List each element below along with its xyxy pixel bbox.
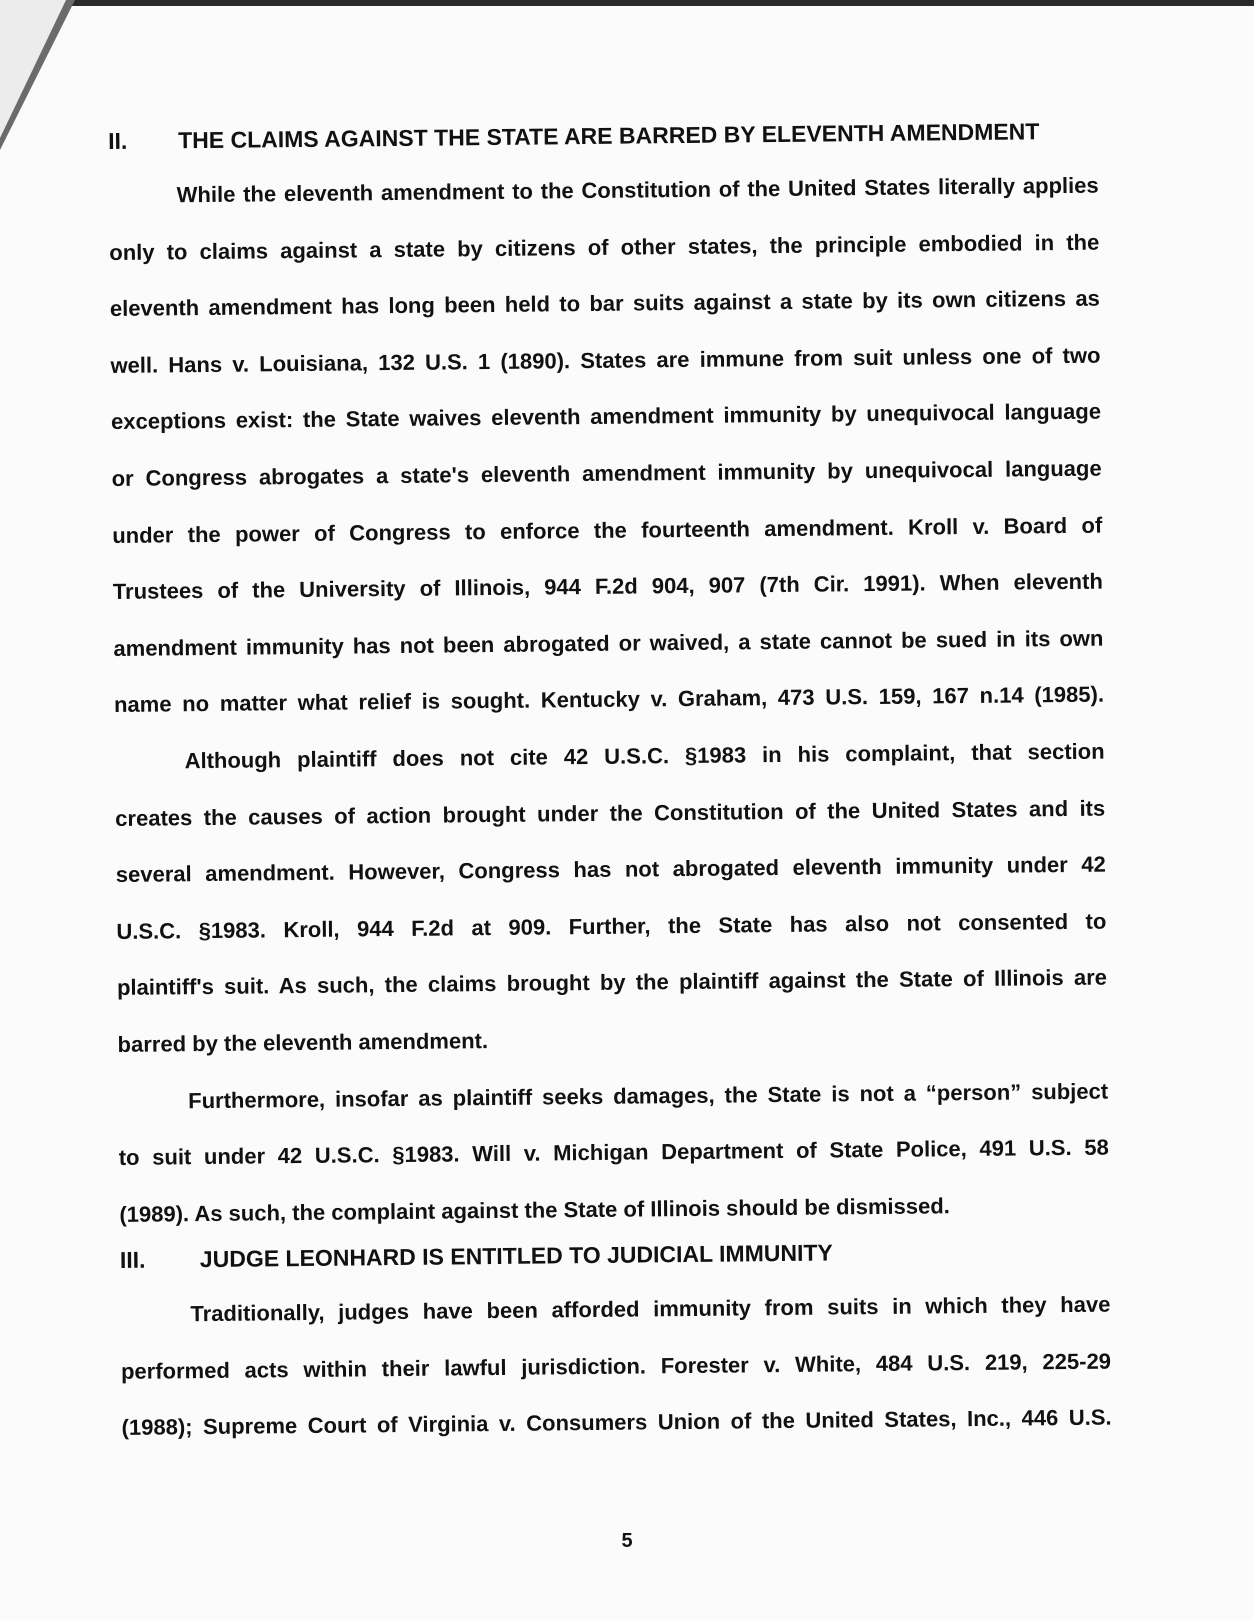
paragraph-line: several amendment. However, Congress has not abrogated eleventh immunity under 42 [115,851,1106,888]
paragraph-line: only to claims against a state by citizens of other states, the principle embodied in the [109,229,1100,265]
paragraph-line: (1989). As such, the complaint against the State of Illinois should be dismissed. [119,1192,950,1227]
section-two-number: II. [108,127,128,154]
paragraph-line: Trustees of the University of Illinois, 944 F.2d 904, 907 (7th Cir. 1991). When eleventh [112,568,1103,605]
paragraph-line: (1988); Supreme Court of Virginia v. Consumers Union of the United States, Inc., 446 U.S. [121,1405,1112,1441]
paragraph-line: While the eleventh amendment to the Constitution of the United States literally applies [176,172,1099,208]
section-three-number: III. [119,1246,146,1274]
page-number: 5 [621,1530,633,1552]
paragraph-line: under the power of Congress to enforce the fourteenth amendment. Kroll v. Board of [112,512,1103,548]
paragraph-line: plaintiff's suit. As such, the claims brought by the plaintiff against the State of Illinois are [116,964,1108,1001]
paragraph-line: Although plaintiff does not cite 42 U.S.C. §1983 in his complaint, that section [184,738,1105,774]
paragraph-line: performed acts within their lawful jurisdiction. Forester v. White, 484 U.S. 219, 225-29 [120,1348,1112,1384]
paragraph-line: exceptions exist: the State waives eleventh amendment immunity by unequivocal language [110,398,1102,435]
paragraph-line: amendment immunity has not been abrogated or waived, a state cannot be sued in its own [113,625,1104,661]
folded-corner-inner [0,0,66,138]
paragraph-line: Traditionally, judges have been afforded immunity from suits in which they have [190,1291,1111,1327]
paragraph-line: U.S.C. §1983. Kroll, 944 F.2d at 909. Further, the State has also not consented to [116,908,1107,944]
paragraph-line: name no matter what relief is sought. Kentucky v. Graham, 473 U.S. 159, 167 n.14 (1985). [113,681,1105,718]
paragraph-line: barred by the eleventh amendment. [117,1027,489,1057]
paragraph-line: eleventh amendment has long been held to bar suits against a state by its own citizens as [109,285,1100,322]
section-three-title: JUDGE LEONHARD IS ENTITLED TO JUDICIAL IMMUNITY [199,1239,833,1273]
paragraph-line: or Congress abrogates a state's eleventh amendment immunity by unequivocal language [111,455,1102,491]
paragraph-line: to suit under 42 U.S.C. §1983. Will v. Michigan Department of State Police, 491 U.S. 58 [118,1134,1109,1171]
paragraph-line: Furthermore, insofar as plaintiff seeks damages, the State is not a “person” subject [188,1078,1109,1113]
scan-top-edge [0,0,1254,6]
section-two-title: THE CLAIMS AGAINST THE STATE ARE BARRED BY ELEVENTH AMENDMENT [177,118,1040,154]
paragraph-line: creates the causes of action brought under the Constitution of the United States and its [115,795,1106,831]
paragraph-line: well. Hans v. Louisiana, 132 U.S. 1 (1890). States are immune from suit unless one of two [110,342,1101,378]
document-body [108,118,1112,1457]
